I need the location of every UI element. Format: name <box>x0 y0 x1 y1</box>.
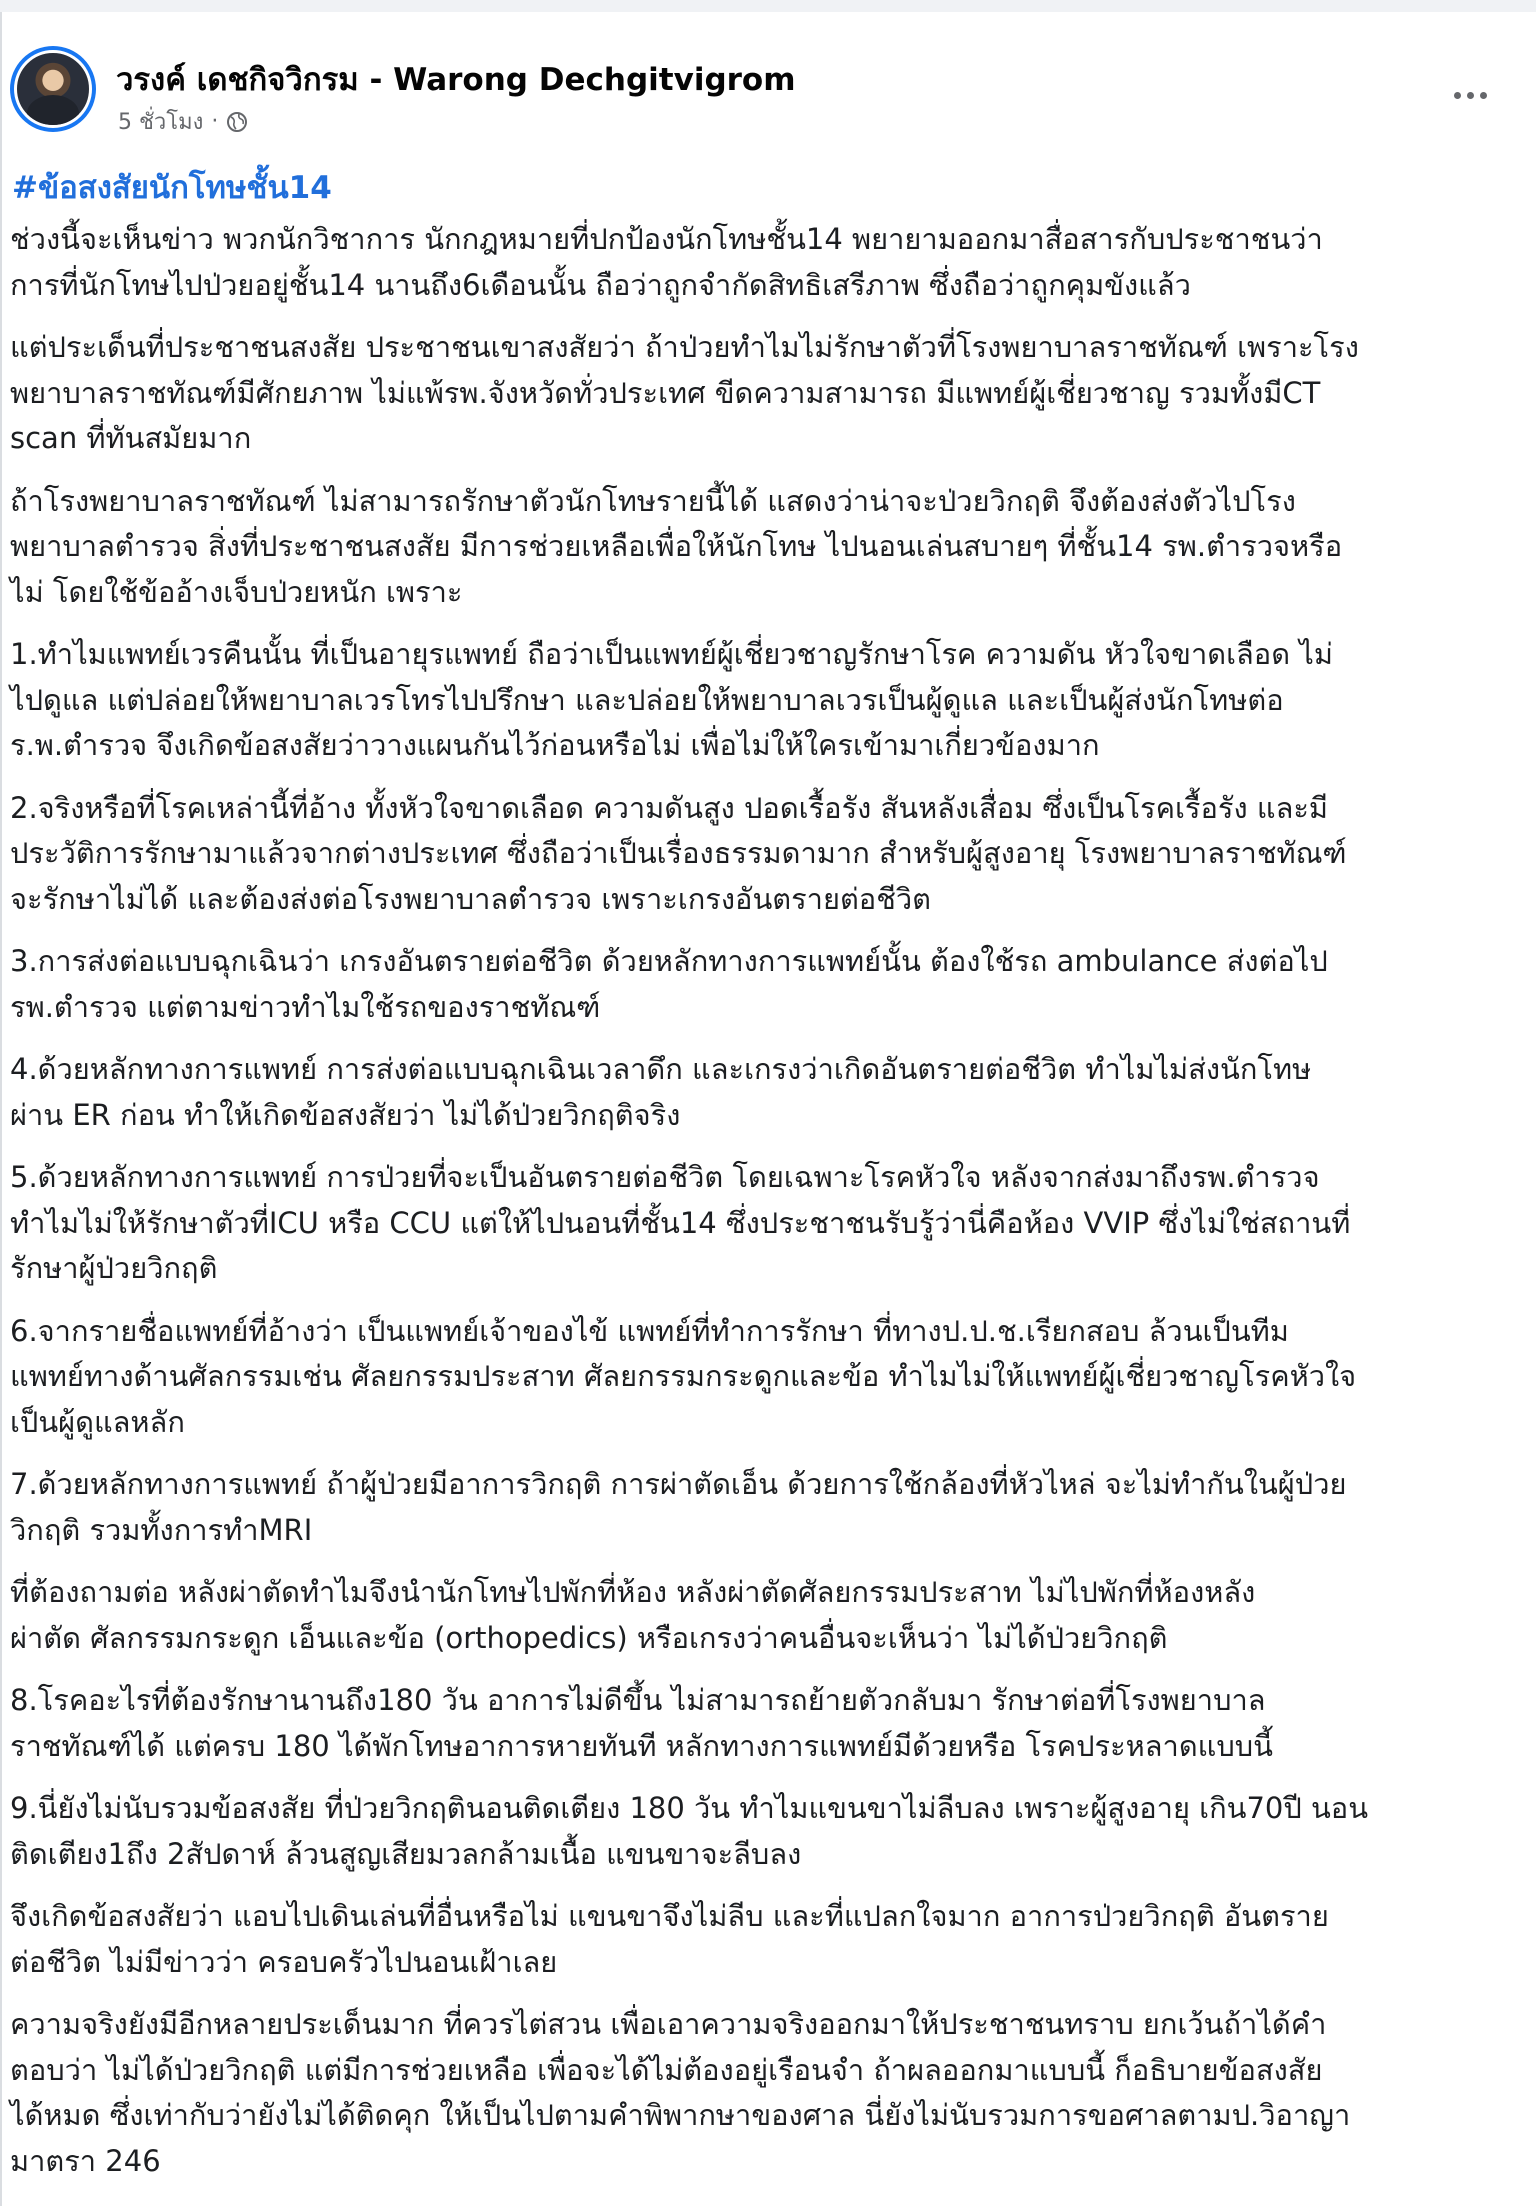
more-dot <box>1454 92 1461 99</box>
post-paragraph: 5.ด้วยหลักทางการแพทย์ การป่วยที่จะเป็นอันตรายต่อชีวิต โดยเฉพาะโรคหัวใจ หลังจากส่งมาถึงรพ.ตำรวจ ทำไมไม่ให้รักษาตัวที่ICU หรือ CCU แต่ให้ไปนอนที่ชั้น14 ซึ่งประชาชนรับรู้ว่านี่คือห้อง VVIP ซึ่งไม่ใช่สถานที่ รักษาผู้ป่วยวิกฤติ <box>10 1160 1351 1285</box>
more-options-icon[interactable] <box>1446 80 1494 110</box>
post-paragraph: จึงเกิดข้อสงสัยว่า แอบไปเดินเล่นที่อื่นหรือไม่ แขนขาจึงไม่ลีบ และที่แปลกใจมาก อาการป่วยวิกฤติ อันตราย ต่อชีวิต ไม่มีข่าวว่า ครอบครัวไปนอนเฝ้าเลย <box>10 1899 1329 1979</box>
more-dot <box>1480 92 1487 99</box>
post-time[interactable]: 5 ชั่วโมง <box>118 110 204 135</box>
post-paragraph: ถ้าโรงพยาบาลราชทัณฑ์ ไม่สามารถรักษาตัวนักโทษรายนี้ได้ แสดงว่าน่าจะป่วยวิกฤติ จึงต้องส่งตัวไปโรง พยาบาลตำรวจ สิ่งที่ประชาชนสงสัย มีการช่วยเหลือเพื่อให้นักโทษ ไปนอนเล่นสบายๆ ที่ชั้น14 รพ.ตำรวจหรือ ไม่ โดยใช้ข้ออ้างเจ็บป่วยหนัก เพราะ <box>10 483 1343 609</box>
meta-separator: · <box>211 109 219 134</box>
globe-icon[interactable] <box>226 111 248 133</box>
post-paragraph: 3.การส่งต่อแบบฉุกเฉินว่า เกรงอันตรายต่อชีวิต ด้วยหลักทางการแพทย์นั้น ต้องใช้รถ ambulance ส่งต่อไป รพ.ตำรวจ แต่ตามข่าวทำไมใช้รถของราชทัณฑ์ <box>10 944 1328 1024</box>
post-body <box>10 217 1510 2201</box>
post-paragraph: 1.ทำไมแพทย์เวรคืนนั้น ที่เป็นอายุรแพทย์ ถือว่าเป็นแพทย์ผู้เชี่ยวชาญรักษาโรค ความดัน หัวใจขาดเลือด ไม่ ไปดูแล แต่ปล่อยให้พยาบาลเวรโทรไปปรึกษา และปล่อยให้พยาบาลเวรเป็นผู้ดูแล และเป็นผู้ส่งนักโทษต่อ ร.พ.ตำรวจ จึงเกิดข้อสงสัยว่าวางแผนกันไว้ก่อนหรือไม่ เพื่อไม่ให้ใครเข้ามาเกี่ยวข้องมาก <box>10 637 1333 762</box>
post-paragraph: 2.จริงหรือที่โรคเหล่านี้ที่อ้าง ทั้งหัวใจขาดเลือด ความดันสูง ปอดเรื้อรัง สันหลังเสื่อม ซึ่งเป็นโรคเรื้อรัง และมี ประวัติการรักษามาแล้วจากต่างประเทศ ซึ่งถือว่าเป็นเรื่องธรรมดามาก สำหรับผู้สูงอายุ โรงพยาบาลราชทัณฑ์ จะรักษาไม่ได้ และต้องส่งต่อโรงพยาบาลตำรวจ เพราะเกรงอันตรายต่อชีวิต <box>10 790 1347 916</box>
post-paragraph: ความจริงยังมีอีกหลายประเด็นมาก ที่ควรไต่สวน เพื่อเอาความจริงออกมาให้ประชาชนทราบ ยกเว้นถ้าได้คำ ตอบว่า ไม่ได้ป่วยวิกฤติ แต่มีการช่วยเหลือ เพื่อจะได้ไม่ต้องอยู่เรือนจำ ถ้าผลออกมาแบบนี้ ก็อธิบายข้อสงสัย ได้หมด ซึ่งเท่ากับว่ายังไม่ได้ติดคุก ให้เป็นไปตามคำพิพากษาของศาล นี่ยังไม่นับรวมการขอศาลตามป.วิอาญา มาตรา 246 <box>10 2007 1351 2178</box>
post-paragraph: 4.ด้วยหลักทางการแพทย์ การส่งต่อแบบฉุกเฉินเวลาดึก และเกรงว่าเกิดอันตรายต่อชีวิต ทำไมไม่ส่งนักโทษ ผ่าน ER ก่อน ทำให้เกิดข้อสงสัยว่า ไม่ได้ป่วยวิกฤติจริง <box>10 1052 1312 1132</box>
more-dot <box>1467 92 1474 99</box>
page-background-strip <box>0 0 1536 12</box>
avatar-figure <box>27 95 79 128</box>
facebook-post <box>0 12 1536 2206</box>
post-paragraph: ที่ต้องถามต่อ หลังผ่าตัดทำไมจึงนำนักโทษไปพักที่ห้อง หลังผ่าตัดศัลยกรรมประสาท ไม่ไปพักที่ห้องหลัง ผ่าตัด ศัลกรรมกระดูก เอ็นและข้อ (orthopedics) หรือเกรงว่าคนอื่นจะเห็นว่า ไม่ได้ป่วยวิกฤติ <box>10 1575 1256 1655</box>
post-paragraph: ช่วงนี้จะเห็นข่าว พวกนักวิชาการ นักกฎหมายที่ปกป้องนักโทษชั้น14 พยายามออกมาสื่อสารกับประชาชนว่า การที่นักโทษไปป่วยอยู่ชั้น14 นานถึง6เดือนนั้น ถือว่าถูกจำกัดสิทธิเสรีภาพ ซึ่งถือว่าถูกคุมขังแล้ว <box>10 222 1323 302</box>
author-avatar[interactable] <box>10 46 96 132</box>
post-paragraph: แต่ประเด็นที่ประชาชนสงสัย ประชาชนเขาสงสัยว่า ถ้าป่วยทำไมไม่รักษาตัวที่โรงพยาบาลราชทัณฑ์ เพราะโรง พยาบาลราชทัณฑ์มีศักยภาพ ไม่แพ้รพ.จังหวัดทั่วประเทศ ขีดความสามารถ มีแพทย์ผู้เชี่ยวชาญ รวมทั้งมีCT scan ที่ทันสมัยมาก <box>10 330 1359 455</box>
post-hashtag[interactable]: #ข้อสงสัยนักโทษชั้น14 <box>12 170 332 206</box>
post-paragraph: 6.จากรายชื่อแพทย์ที่อ้างว่า เป็นแพทย์เจ้าของไข้ แพทย์ที่ทำการรักษา ที่ทางป.ป.ช.เรียกสอบ ล้วนเป็นทีม แพทย์ทางด้านศัลกรรมเช่น ศัลยกรรมประสาท ศัลยกรรมกระดูกและข้อ ทำไมไม่ให้แพทย์ผู้เชี่ยวชาญโรคหัวใจ เป็นผู้ดูแลหลัก <box>10 1313 1357 1439</box>
post-paragraph: 8.โรคอะไรที่ต้องรักษานานถึง180 วัน อาการไม่ดีขึ้น ไม่สามารถย้ายตัวกลับมา รักษาต่อที่โรงพยาบาล ราชทัณฑ์ได้ แต่ครบ 180 ได้พักโทษอาการหายทันที หลักทางการแพทย์มีด้วยหรือ โรคประหลาดแบบนี้ <box>10 1683 1274 1763</box>
author-name[interactable]: วรงค์ เดชกิจวิกรม - Warong Dechgitvigrom <box>116 62 796 98</box>
avatar-photo <box>14 50 92 128</box>
post-paragraph: 7.ด้วยหลักทางการแพทย์ ถ้าผู้ป่วยมีอาการวิกฤติ การผ่าตัดเอ็น ด้วยการใช้กล้องที่หัวไหล่ จะไม่ทำกันในผู้ป่วย วิกฤติ รวมทั้งการทำMRI <box>10 1467 1347 1547</box>
post-paragraph: 9.นี่ยังไม่นับรวมข้อสงสัย ที่ป่วยวิกฤตินอนติดเตียง 180 วัน ทำไมแขนขาไม่ลีบลง เพราะผู้สูงอายุ เกิน70ปี นอน ติดเตียง1ถึง 2สัปดาห์ ล้วนสูญเสียมวลกล้ามเนื้อ แขนขาจะลีบลง <box>10 1791 1369 1871</box>
post-header <box>2 36 1536 146</box>
post-meta <box>118 104 248 139</box>
